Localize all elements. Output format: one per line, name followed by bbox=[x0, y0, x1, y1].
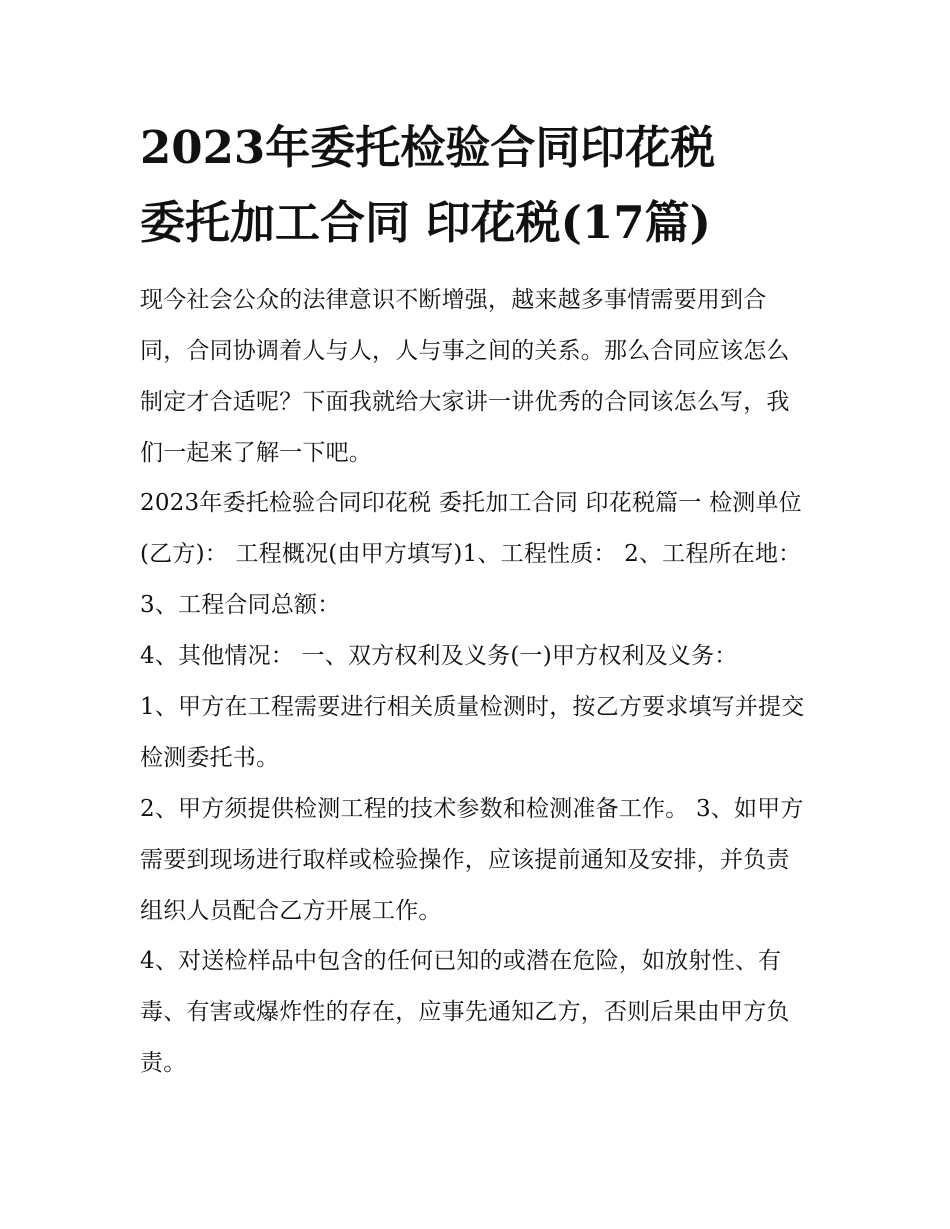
clause-2-3-paragraph: 2、甲方须提供检测工程的技术参数和检测准备工作。 3、如甲方需要到现场进行取样或检验操作，应该提前通知及安排，并负责组织人员配合乙方开展工作。 bbox=[140, 796, 804, 924]
clause-4-paragraph: 4、对送检样品中包含的任何已知的或潜在危险，如放射性、有毒、有害或爆炸性的存在，应事先通知乙方，否则后果由甲方负责。 bbox=[140, 948, 790, 1076]
clause-1-paragraph: 1、甲方在工程需要进行相关质量检测时，按乙方要求填写并提交检测委托书。 bbox=[140, 694, 805, 771]
contract-header-paragraph: 2023年委托检验合同印花税 委托加工合同 印花税篇一 检测单位(乙方)： 工程概况(由甲方填写)1、工程性质： 2、工程所在地： 3、工程合同总额： bbox=[140, 490, 802, 618]
intro-paragraph: 现今社会公众的法律意识不断增强，越来越多事情需要用到合同，合同协调着人与人，人与事之间的关系。那么合同应该怎么制定才合适呢？下面我就给大家讲一讲优秀的合同该怎么写，我们一起来了解一下吧。 bbox=[140, 287, 790, 466]
other-situation-paragraph: 4、其他情况： 一、双方权利及义务(一)甲方权利及义务： bbox=[140, 643, 738, 669]
document-title-line-2: 委托加工合同 印花税(17篇) bbox=[140, 196, 711, 249]
document-title-line-1: 2023年委托检验合同印花税 bbox=[140, 121, 716, 174]
